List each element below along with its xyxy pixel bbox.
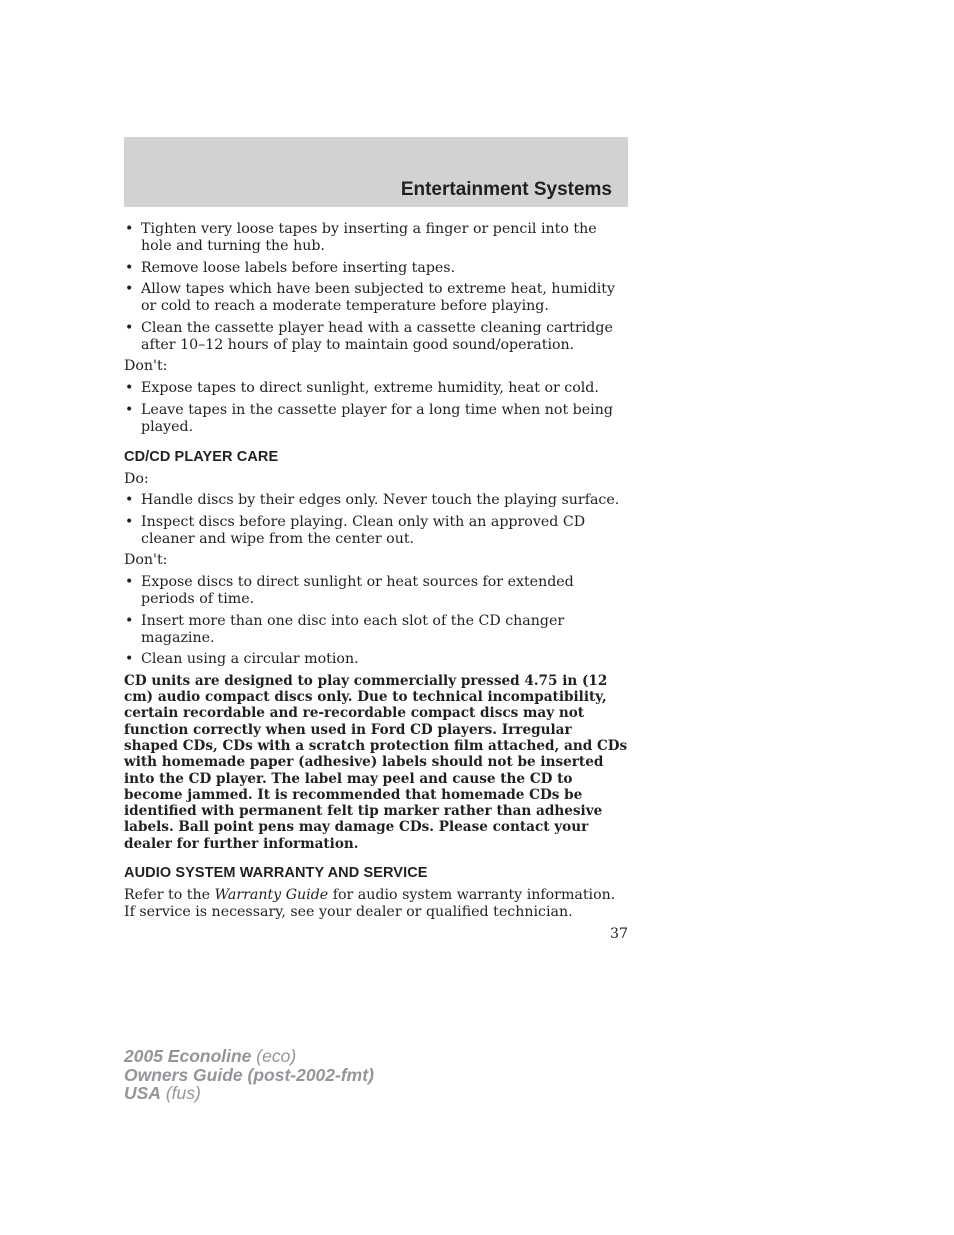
list-item: • Allow tapes which have been subjected to extreme heat, humidity or cold to reach a moderate temperature before playing. (125, 281, 616, 315)
cassette-dont-list (124, 380, 628, 436)
warranty-heading: AUDIO SYSTEM WARRANTY AND SERVICE (124, 864, 428, 881)
bullet-icon: • (125, 259, 134, 276)
chapter-title: Entertainment Systems (400, 179, 612, 200)
bullet-icon: • (125, 281, 134, 298)
cassette-do-list (124, 221, 628, 354)
cd-dont-label: Don't: (124, 552, 168, 569)
cd-warning-paragraph: CD units are designed to play commercially pressed 4.75 in (12 cm) audio compact discs only. Due to technical incompatibility, certain recordable and re-recordable compact discs may not function correctly when used in Ford CD players. Irregular shaped CDs, CDs with a scratch protection film attached, and CDs with homemade paper (adhesive) labels should not be inserted into the CD player. The label may peel and cause the CD to become jammed. It is recommended that homemade CDs be identified with permanent felt tip marker rather than adhesive labels. Ball point pens may damage CDs. Please contact your dealer for further information. (124, 672, 628, 852)
page-number: 37 (609, 926, 628, 942)
warranty-paragraph: Refer to the Warranty Guide for audio system warranty information. If service is necessary, see your dealer or qualified technician. (124, 886, 616, 920)
bullet-icon: • (125, 401, 134, 418)
bullet-icon: • (125, 651, 134, 668)
list-item: • Clean using a circular motion. (125, 651, 359, 668)
list-item: • Handle discs by their edges only. Never touch the playing surface. (125, 492, 620, 509)
footer-line-3: USA (fus) (124, 1083, 201, 1103)
chapter-header-band (124, 137, 628, 207)
list-item: • Clean the cassette player head with a cassette cleaning cartridge after 10–12 hours of play to maintain good sound/operation. (125, 319, 613, 353)
cd-dont-list (124, 574, 628, 668)
list-item: • Tighten very loose tapes by inserting a finger or pencil into the hole and turning the hub. (125, 221, 597, 254)
bullet-icon: • (125, 513, 134, 530)
list-item: • Leave tapes in the cassette player for a long time when not being played. (125, 401, 613, 435)
footer-line-2: Owners Guide (post-2002-fmt) (124, 1064, 374, 1085)
cd-do-label: Do: (124, 470, 149, 487)
bullet-icon: • (125, 379, 134, 396)
bullet-icon: • (125, 492, 134, 509)
footer-line-1: 2005 Econoline (eco) (124, 1046, 297, 1066)
cd-care-heading: CD/CD PLAYER CARE (124, 448, 279, 465)
bullet-icon: • (125, 612, 134, 629)
list-item: • Remove loose labels before inserting tapes. (125, 259, 456, 276)
list-item: • Expose tapes to direct sunlight, extreme humidity, heat or cold. (125, 379, 599, 396)
cd-do-list (124, 492, 628, 548)
list-item: • Insert more than one disc into each slot of the CD changer magazine. (125, 612, 565, 646)
bullet-icon: • (125, 319, 134, 336)
cassette-dont-label: Don't: (124, 358, 168, 375)
bullet-icon: • (125, 573, 134, 590)
warranty-guide-title: Warranty Guide (214, 886, 329, 903)
list-item: • Inspect discs before playing. Clean only with an approved CD cleaner and wipe from the center out. (125, 513, 586, 547)
document-footer (124, 1047, 374, 1103)
bullet-icon: • (125, 221, 134, 237)
list-item: • Expose discs to direct sunlight or heat sources for extended periods of time. (125, 573, 574, 607)
page-content (124, 221, 628, 926)
